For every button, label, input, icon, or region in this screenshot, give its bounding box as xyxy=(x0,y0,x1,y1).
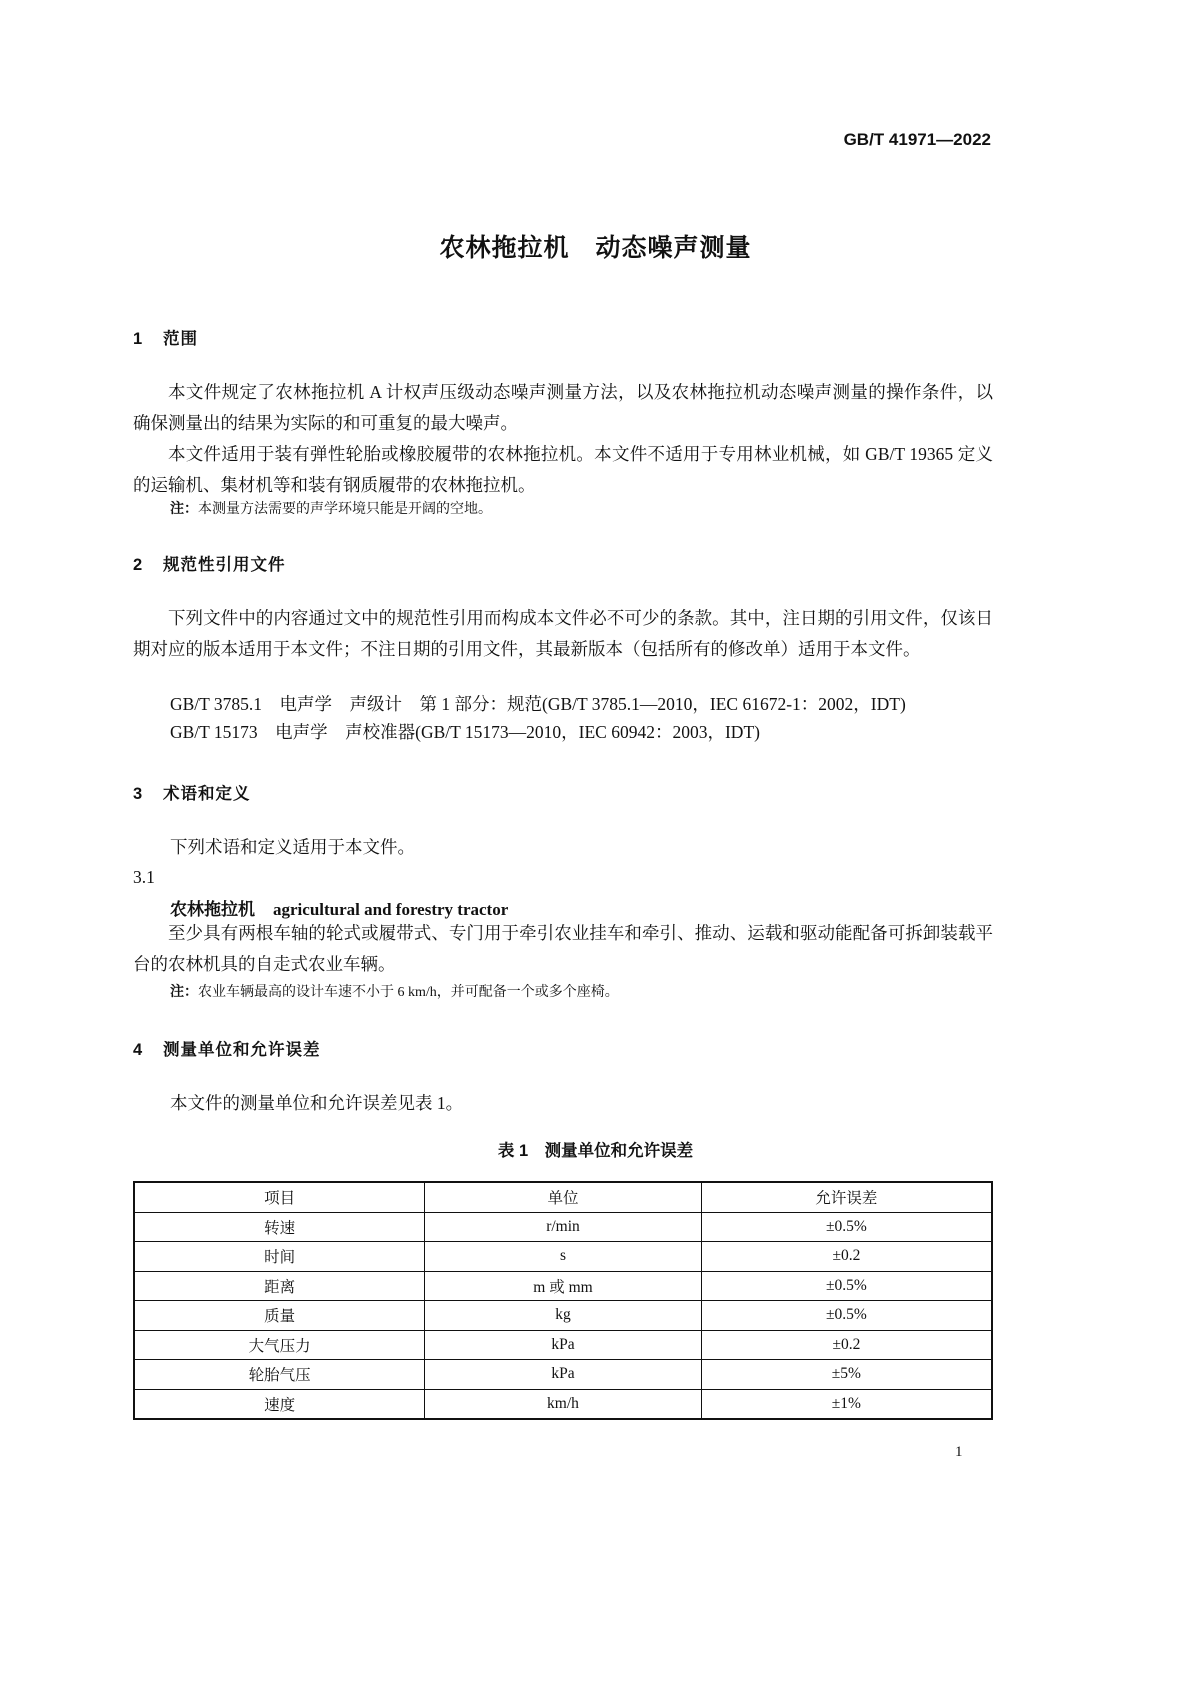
table-row xyxy=(134,1242,992,1272)
table-cell: 大气压力 xyxy=(134,1330,425,1360)
table-cell: 轮胎气压 xyxy=(134,1360,425,1390)
table-cell: ±0.2 xyxy=(701,1330,992,1360)
document-title: 农林拖拉机 动态噪声测量 xyxy=(439,234,752,262)
term-definition: 至少具有两根车轴的轮式或履带式、专门用于牵引农业挂车和牵引、推动、运载和驱动能配备可拆卸装载平台的农林机具的自走式农业车辆。 xyxy=(133,923,993,974)
section-heading-1: 1 范围 xyxy=(133,330,198,348)
column-header: 单位 xyxy=(425,1182,702,1212)
table-row xyxy=(134,1301,992,1331)
section-heading-3: 3 术语和定义 xyxy=(133,785,251,803)
paragraph: 本文件规定了农林拖拉机 A 计权声压级动态噪声测量方法，以及农林拖拉机动态噪声测量的操作条件，以确保测量出的结果为实际的和可重复的最大噪声。 xyxy=(133,382,993,433)
units-tolerance-table xyxy=(133,1181,993,1420)
table-cell: r/min xyxy=(425,1212,702,1242)
section-heading-2: 2 规范性引用文件 xyxy=(133,556,286,574)
table-cell: km/h xyxy=(425,1389,702,1419)
table-cell: kg xyxy=(425,1301,702,1331)
table-header-row xyxy=(134,1182,992,1212)
table-cell: kPa xyxy=(425,1330,702,1360)
reference-item: GB/T 15173 电声学 声校准器(GB/T 15173—2010，IEC 60942：2003，IDT) xyxy=(170,722,760,742)
paragraph: 下列术语和定义适用于本文件。 xyxy=(170,837,415,857)
paragraph: 本文件适用于装有弹性轮胎或橡胶履带的农林拖拉机。本文件不适用于专用林业机械，如 GB/T 19365 定义的运输机、集材机等和装有钢质履带的农林拖拉机。 xyxy=(133,444,993,495)
table-row xyxy=(134,1271,992,1301)
note: 注：本测量方法需要的声学环境只能是开阔的空地。 xyxy=(170,500,492,517)
term-number: 3.1 xyxy=(133,867,155,887)
table-cell: 时间 xyxy=(134,1242,425,1272)
table-cell: m 或 mm xyxy=(425,1271,702,1301)
section-heading-4: 4 测量单位和允许误差 xyxy=(133,1041,321,1059)
term-heading: 农林拖拉机 agricultural and forestry tractor xyxy=(170,900,509,919)
paragraph: 本文件的测量单位和允许误差见表 1。 xyxy=(170,1093,464,1113)
note: 注：农业车辆最高的设计车速不小于 6 km/h，并可配备一个或多个座椅。 xyxy=(170,983,619,1000)
standard-number: GB/T 41971—2022 xyxy=(843,130,991,149)
table-cell: 转速 xyxy=(134,1212,425,1242)
column-header: 项目 xyxy=(134,1182,425,1212)
table-caption: 表 1 测量单位和允许误差 xyxy=(497,1142,694,1160)
table-cell: ±0.5% xyxy=(701,1301,992,1331)
paragraph: 下列文件中的内容通过文中的规范性引用而构成本文件必不可少的条款。其中，注日期的引用文件，仅该日期对应的版本适用于本文件；不注日期的引用文件，其最新版本（包括所有的修改单）适用于本文件。 xyxy=(133,608,993,659)
reference-item: GB/T 3785.1 电声学 声级计 第 1 部分：规范(GB/T 3785.1—2010，IEC 61672-1：2002，IDT) xyxy=(170,694,906,714)
table-row xyxy=(134,1389,992,1419)
table-cell: 速度 xyxy=(134,1389,425,1419)
table-cell: ±0.2 xyxy=(701,1242,992,1272)
table-cell: ±5% xyxy=(701,1360,992,1390)
table-cell: 质量 xyxy=(134,1301,425,1331)
page-number: 1 xyxy=(955,1444,963,1460)
table-cell: ±1% xyxy=(701,1389,992,1419)
table-cell: kPa xyxy=(425,1360,702,1390)
table-cell: ±0.5% xyxy=(701,1271,992,1301)
table-cell: s xyxy=(425,1242,702,1272)
table-cell: 距离 xyxy=(134,1271,425,1301)
table-row xyxy=(134,1212,992,1242)
table-cell: ±0.5% xyxy=(701,1212,992,1242)
table-row xyxy=(134,1330,992,1360)
column-header: 允许误差 xyxy=(701,1182,992,1212)
table-row xyxy=(134,1360,992,1390)
